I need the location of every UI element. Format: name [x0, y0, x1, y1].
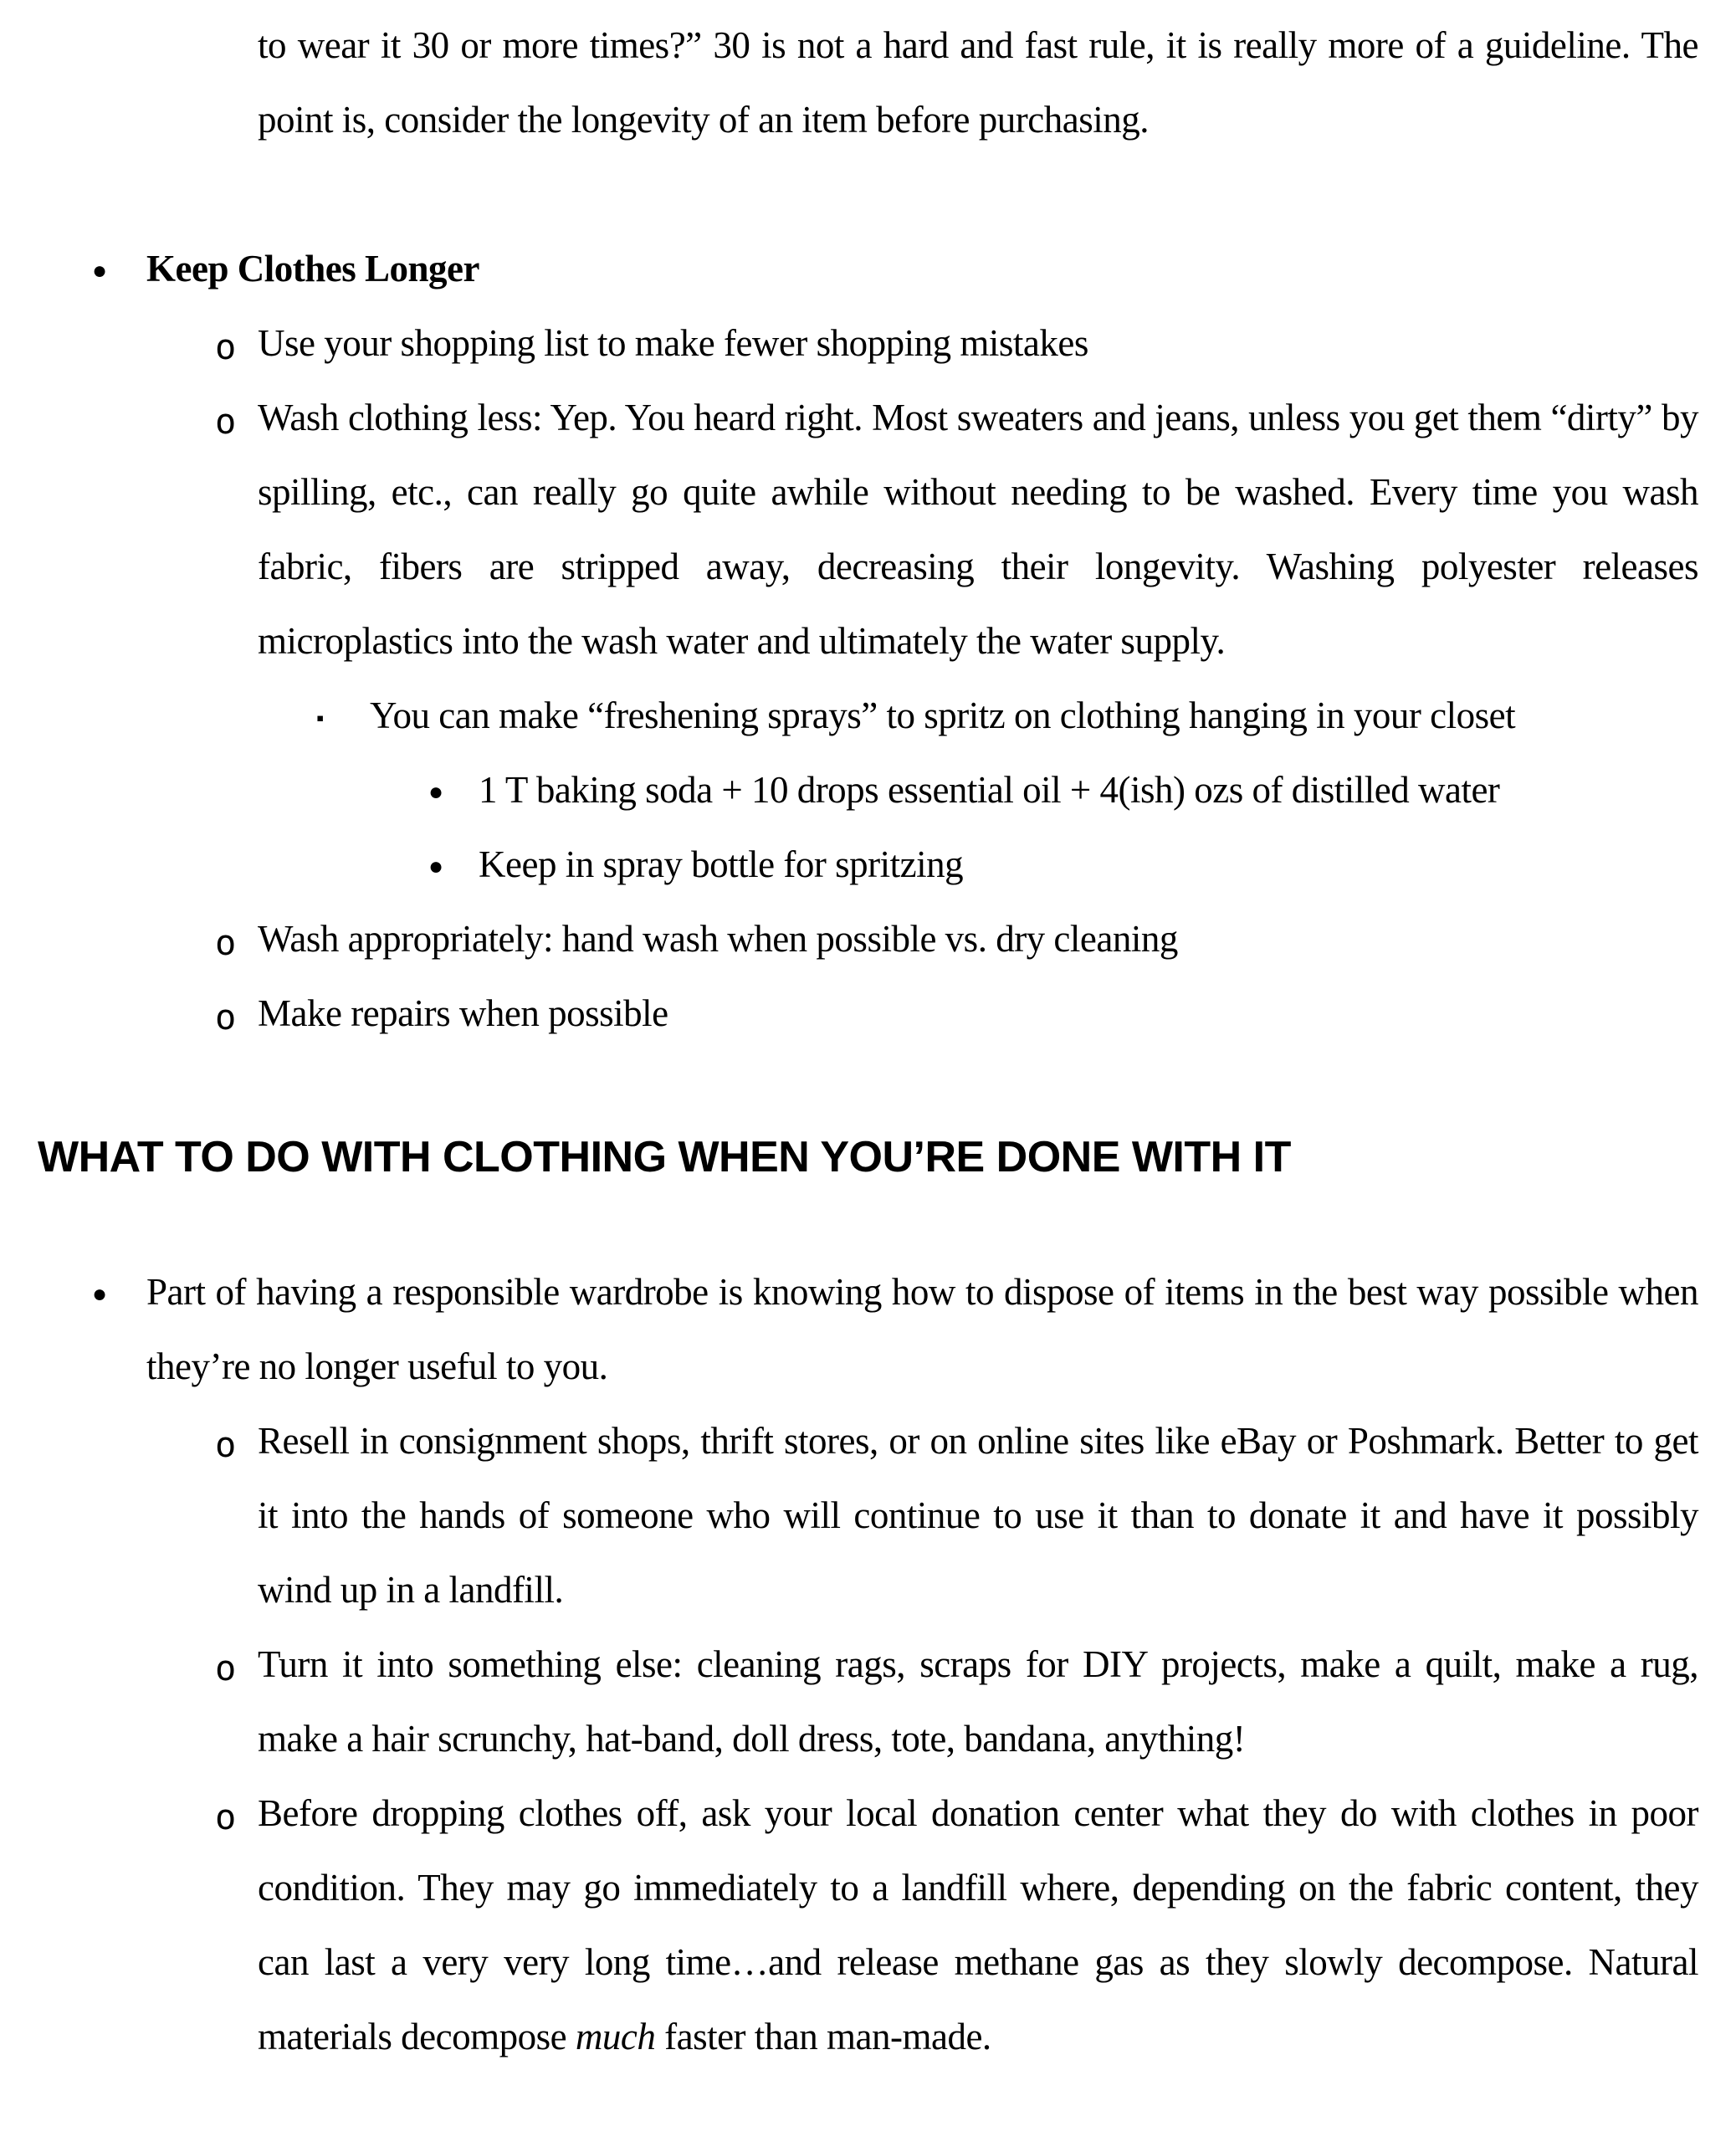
bullet-circle-icon: o [215, 1647, 236, 1688]
list-item [38, 1404, 1698, 1627]
list-item [38, 753, 1698, 828]
paragraph-continuation: to wear it 30 or more times?” 30 is not a hard and fast rule, it is really more of a guideline. The point is, consider the longevity of an item before purchasing. [258, 24, 1698, 141]
list-item-text: Resell in consignment shops, thrift stores, or on online sites like eBay or Poshmark. Better to get it into the hands of someone who will continue to use it than to donate it and have it possibly wind up in a landfill. [258, 1420, 1698, 1611]
list-item [38, 902, 1698, 976]
list-item-text: Keep Clothes Longer [146, 248, 479, 290]
bullet-square-icon: ▪ [316, 706, 324, 730]
list-item [38, 1255, 1698, 1404]
list-item [38, 976, 1698, 1051]
bullet-circle-icon: o [215, 997, 236, 1038]
list-item-text [258, 1792, 1698, 2057]
list-item-text: Keep in spray bottle for spritzing [479, 843, 964, 885]
bullet-disc-icon: ● [428, 778, 443, 806]
list-item-text: Make repairs when possible [258, 992, 668, 1034]
text-run: faster than man-made. [655, 2016, 991, 2057]
list-item-text: 1 T baking soda + 10 drops essential oil + 4(ish) ozs of distilled water [479, 769, 1500, 811]
list-item-text: Wash appropriately: hand wash when possible vs. dry cleaning [258, 918, 1178, 960]
text-run-italic: much [575, 2016, 656, 2057]
list-item-text: Part of having a responsible wardrobe is knowing how to dispose of items in the best way possible when they’re no longer useful to you. [146, 1271, 1698, 1387]
list-item [38, 306, 1698, 381]
bullet-circle-icon: o [215, 1424, 236, 1465]
list-item [38, 381, 1698, 679]
section-heading: WHAT TO DO WITH CLOTHING WHEN YOU’RE DONE WITH IT [38, 1133, 1291, 1181]
list-item [38, 1627, 1698, 1776]
bullet-disc-icon: ● [92, 257, 107, 284]
bullet-circle-icon: o [215, 326, 236, 367]
bullet-circle-icon: o [215, 401, 236, 442]
list-item-text: Turn it into something else: cleaning rags, scraps for DIY projects, make a quilt, make a rug, make a hair scrunchy, hat-band, doll dress, tote, bandana, anything! [258, 1643, 1698, 1760]
list-item [38, 679, 1698, 753]
bullet-circle-icon: o [215, 1796, 236, 1837]
list-item-text: Wash clothing less: Yep. You heard right. Most sweaters and jeans, unless you get them “dirty” by spilling, etc., can really go quite awhile without needing to be washed. Every time you wash fabric, fibers are stripped away, decreasing their longevity. Washing polyester releases microplastics into the wash water and ultimately the water supply. [258, 397, 1698, 662]
list-item [38, 232, 1698, 306]
list-item [38, 828, 1698, 902]
text-run: Before dropping clothes off, ask your local donation center what they do with clothes in poor condition. They may go immediately to a landfill where, depending on the fabric content, they can last a very very long time…and release methane gas as they slowly decompose. Natural materials decompose [258, 1792, 1698, 2057]
list-item [38, 1776, 1698, 2074]
bullet-disc-icon: ● [92, 1280, 107, 1308]
bullet-disc-icon: ● [428, 853, 443, 880]
list-item-text: You can make “freshening sprays” to spritz on clothing hanging in your closet [370, 694, 1516, 736]
bullet-circle-icon: o [215, 922, 236, 963]
list-item-text: Use your shopping list to make fewer shopping mistakes [258, 322, 1088, 364]
